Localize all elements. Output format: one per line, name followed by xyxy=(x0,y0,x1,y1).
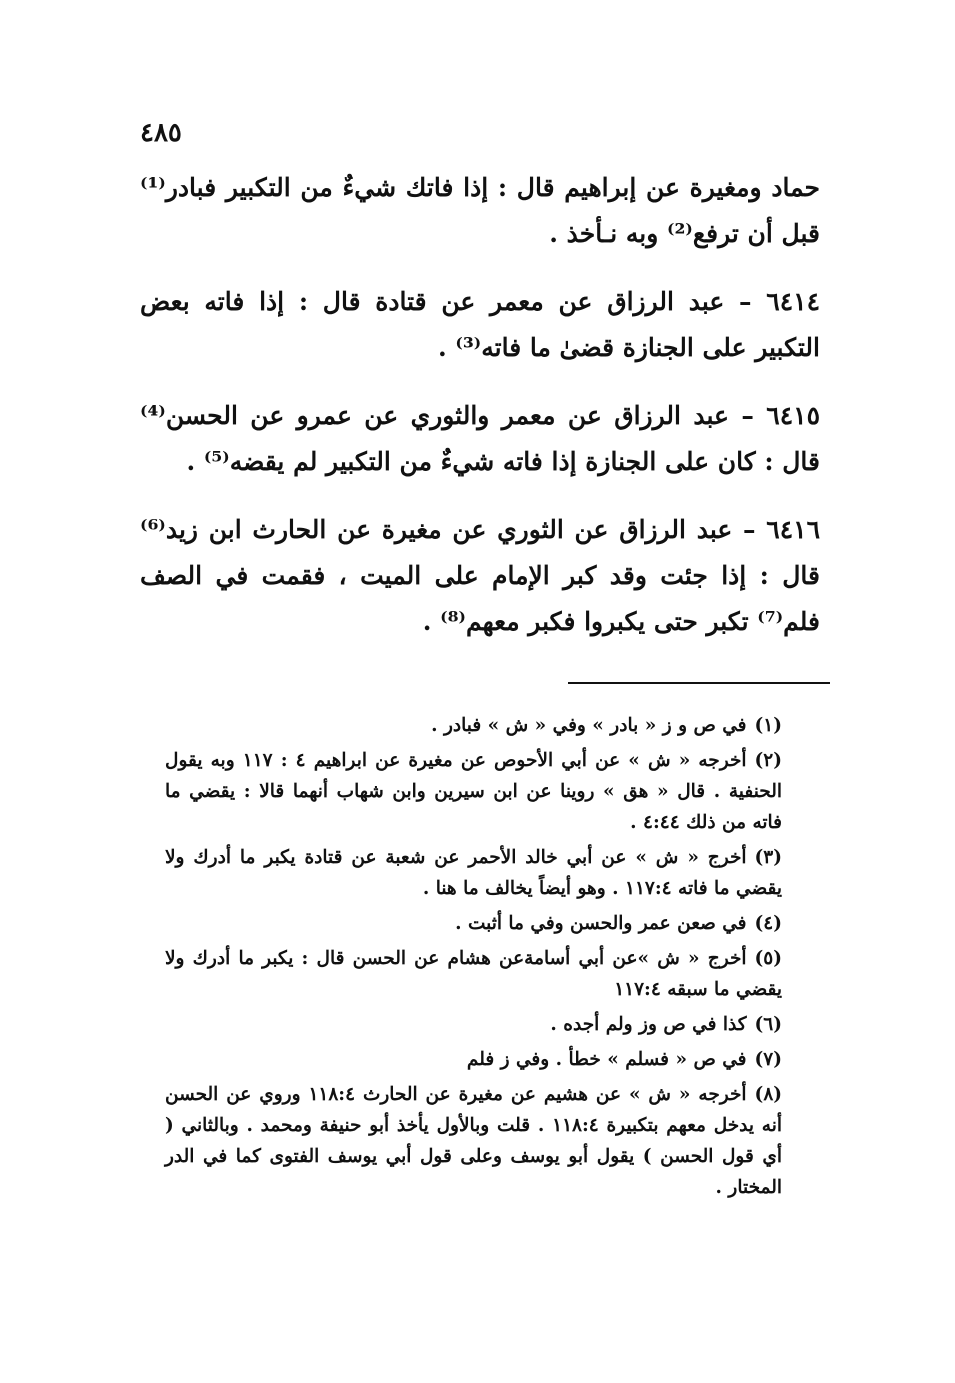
footnote-1 xyxy=(165,710,820,741)
footnote-4 xyxy=(165,908,820,939)
footnote-2 xyxy=(165,745,820,838)
footnote-8 xyxy=(165,1079,820,1203)
page-number: ٤٨٥ xyxy=(140,118,182,148)
footnote-number: (٤) xyxy=(754,913,782,934)
footnote-number: (٧) xyxy=(754,1049,782,1070)
footnote-7 xyxy=(165,1044,820,1075)
footnotes xyxy=(165,710,820,1207)
main-text xyxy=(140,165,820,667)
footnote-text: أخرجه « ش » عن هشيم عن مغيرة عن الحارث ١١٨:٤ وروي عن الحسن أنه يدخل معهم بتكبيرة ١١٨:٤ . قلت وبالأول يأخذ أبو حنيفة ومحمد . وبالثاني ( أي قول الحسن ) يقول أبو يوسف وعلى قول أبي يوسف الفتوى كما في الدر المختار . xyxy=(165,1084,783,1198)
footnote-number: (٨) xyxy=(754,1084,783,1105)
paragraph-continuation: حماد ومغيرة عن إبراهيم قال : إذا فاتك شيءٌ من التكبير فبادر⁽¹⁾ قبل أن ترفع⁽²⁾ وبه نـأخذ . xyxy=(140,173,820,248)
footnote-number: (١) xyxy=(754,715,782,736)
footnote-text: أخرجه « ش » عن أبي الأحوص عن مغيرة عن ابراهيم ٤ : ١١٧ وبه يقول الحنفية . قال « هق » روينا عن ابن سيرين وابن شهاب أنهما قالا : يقضي ما فاته من ذلك ٤:٤٤ . xyxy=(165,750,782,833)
footnote-number: (٢) xyxy=(754,750,782,771)
footnote-6 xyxy=(165,1009,820,1040)
footnote-text: أخرج « ش » عن أبي خالد الأحمر عن شعبة عن قتادة يكبر ما أدرك ولا يقضي ما فاته ١١٧:٤ . وهو أيضاً يخالف ما هنا . xyxy=(165,847,782,899)
paragraph-6415: ٦٤١٥ – عبد الرزاق عن معمر والثوري عن عمرو عن الحسن⁽⁴⁾ قال : كان على الجنازة إذا فاته شيءٌ من التكبير لم يقضه⁽⁵⁾ . xyxy=(140,401,820,476)
footnote-text: أخرج « ش »عن أبي أسامةعن هشام عن الحسن قال : يكبر ما أدرك ولا يقضي ما سبقه ١١٧:٤ xyxy=(165,948,782,1000)
footnote-number: (٦) xyxy=(754,1014,782,1035)
paragraph-6414: ٦٤١٤ – عبد الرزاق عن معمر عن قتادة قال : إذا فاته بعض التكبير على الجنازة قضىٰ ما فاته⁽³⁾ . xyxy=(140,287,820,362)
footnote-number: (٣) xyxy=(754,847,782,868)
footnote-5 xyxy=(165,943,820,1005)
paragraph-6416: ٦٤١٦ – عبد الرزاق عن الثوري عن مغيرة عن الحارث ابن زيد⁽⁶⁾ قال : إذا جئت وقد كبر الإمام على الميت ، فقمت في الصف فلم⁽⁷⁾ تكبر حتى يكبروا فكبر معهم⁽⁸⁾ . xyxy=(140,515,820,636)
footnote-text: في ص و ز « بادر » وفي « ش » فبادر . xyxy=(431,715,747,736)
footnote-divider xyxy=(568,682,830,684)
footnote-3 xyxy=(165,842,820,904)
footnote-text: في صعن عمر والحسن وفي ما أثبت . xyxy=(455,913,747,934)
footnote-text: كذا في ص وز ولم أجده . xyxy=(550,1014,747,1035)
footnote-text: في ص « فسلم » خطأ . وفي ز فلم xyxy=(466,1049,747,1070)
footnote-number: (٥) xyxy=(754,948,782,969)
